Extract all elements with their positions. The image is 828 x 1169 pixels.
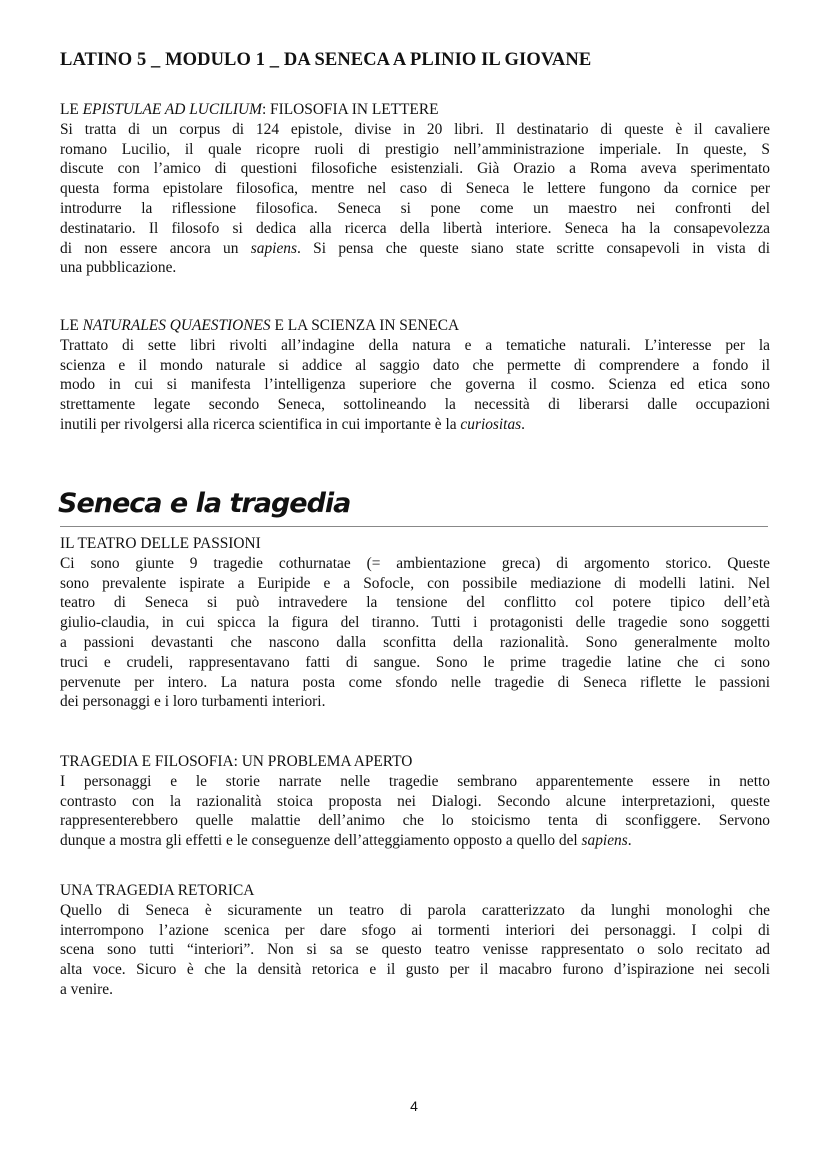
text-run: giulio-claudia, in cui spicca la figura del tiranno. Tutti i protagonisti delle tragedie sono soggetti [60,614,770,632]
paragraph-line [60,653,770,673]
text-run: discute con l’amico di questioni filosofiche esistenziali. Già Orazio a Roma aveva sperimentato [60,160,770,178]
paragraph-line [60,673,770,693]
italic-text: NATURALES QUAESTIONES [82,317,271,334]
paragraph-line [60,633,770,653]
text-run: I personaggi e le storie narrate nelle tragedie sembrano apparentemente essere in netto [60,772,770,790]
page-number: 4 [410,1098,418,1114]
section-heading [60,100,770,120]
paragraph-line [60,613,770,633]
italic-text: sapiens [581,832,628,850]
text-run: E LA SCIENZA IN SENECA [270,317,460,334]
section-tragedia-retorica [60,881,770,1000]
text-run: Si tratta di un corpus di 124 epistole, divise in 20 libri. Il destinatario di queste è il cavaliere [60,120,770,138]
paragraph-line [60,960,770,980]
text-run: truci e crudeli, rappresentavano fatti di sangue. Sono le prime tragedie latine che ci sono [60,653,770,671]
text-run: . [521,415,525,433]
text-run: contrasto con la razionalità stoica proposta nei Dialogi. Secondo alcune interpretazioni, queste [60,792,770,810]
paragraph-line [60,980,770,1000]
paragraph-line [60,239,770,259]
text-run: . [627,832,632,850]
text-run: dei personaggi e i loro turbamenti interiori. [60,693,326,711]
paragraph-line [60,120,770,140]
text-run: scena sono tutti “interiori”. Non si sa se questo teatro venisse rappresentato o solo recitato ad [60,941,770,959]
paragraph-line [60,692,770,712]
text-run: TRAGEDIA E FILOSOFIA: UN PROBLEMA APERTO [60,753,413,770]
text-run: LE [60,317,83,334]
italic-text: EPISTULAE AD LUCILIUM [82,101,262,118]
chapter-heading: Seneca e la tragedia [58,488,351,519]
paragraph-line [60,792,770,812]
paragraph-line [60,772,770,792]
text-run: sono prevalente ispirate a Euripide e a Sofocle, con possibile mediazione di modelli latini. Nel [60,574,770,592]
paragraph-line [60,375,770,395]
paragraph-line [60,901,770,921]
section-tragedia-filosofia [60,752,770,851]
heading-divider [60,526,768,527]
paragraph-line [60,219,770,239]
text-run: strettamente legate secondo Seneca, sottolineando la necessità di liberarsi dalle occupazioni [60,396,770,414]
paragraph-line [60,831,770,851]
text-run: modo in cui si manifesta l’intelligenza superiore che governa il cosmo. Scienza ed etica sono [60,376,770,394]
text-run: Quello di Seneca è sicuramente un teatro di parola caratterizzato da lunghi monologhi che [60,901,770,919]
text-run: IL TEATRO DELLE PASSIONI [60,535,261,552]
paragraph-line [60,159,770,179]
text-run: questa forma epistolare filosofica, mentre nel caso di Seneca le lettere fungono da cornice per [60,180,770,198]
section-heading [60,316,770,336]
paragraph-line [60,199,770,219]
text-run: dunque a mostra gli effetti e le conseguenze dell’atteggiamento opposto a quello del [60,832,582,850]
text-run: romano Lucilio, il quale ricopre ruoli di prestigio nell’amministrazione imperiale. In queste, S [60,140,770,158]
text-run: : FILOSOFIA IN LETTERE [261,101,439,118]
text-run: Trattato di sette libri rivolti all’indagine della natura e a tematiche naturali. L’interesse per la [60,336,770,354]
text-run: alta voce. Sicuro è che la densità retorica e il gusto per il macabro furono d’ispirazione nei secoli [60,961,770,979]
paragraph-line [60,940,770,960]
paragraph-line [60,415,770,435]
text-run: introdurre la riflessione filosofica. Seneca si pone come un maestro nei confronti del [60,199,770,217]
text-run: rappresenterebbero quelle malattie dell’animo che lo stoicismo tenta di sconfiggere. Servono [60,812,770,830]
section-heading [60,881,770,901]
text-run: destinatario. Il filosofo si dedica alla ricerca della libertà interiore. Seneca ha la consapevolezza [60,219,770,237]
section-heading [60,534,770,554]
section-teatro-passioni [60,534,770,712]
italic-text: sapiens [250,239,297,257]
section-naturales-quaestiones [60,316,770,435]
text-run: una pubblicazione. [60,259,177,277]
text-run: UNA TRAGEDIA RETORICA [60,882,255,899]
text-run: di non essere ancora un [60,239,251,257]
paragraph-line [60,593,770,613]
section-heading [60,752,770,772]
paragraph-line [60,140,770,160]
paragraph-line [60,395,770,415]
document-title: LATINO 5 _ MODULO 1 _ DA SENECA A PLINIO IL GIOVANE [60,50,592,70]
paragraph-line [60,811,770,831]
text-run: Ci sono giunte 9 tragedie cothurnatae (= ambientazione greca) di argomento storico. Queste [60,554,770,572]
text-run: interrompono l’azione scenica per dare sfogo ai tormenti interiori dei personaggi. I colpi di [60,921,770,939]
paragraph-line [60,179,770,199]
text-run: scienza e il mondo naturale si addice al saggio dato che permette di comprendere a fondo il [60,356,770,374]
italic-text: curiositas [460,415,522,433]
text-run: teatro di Seneca si può intravedere la tensione del conflitto col potere tipico dell’età [60,594,770,612]
text-run: . Si pensa che queste siano state scritte consapevoli in vista di [296,239,771,257]
paragraph-line [60,258,770,278]
paragraph-line [60,554,770,574]
paragraph-line [60,574,770,594]
paragraph-line [60,356,770,376]
section-epistulae [60,100,770,278]
paragraph-line [60,336,770,356]
text-run: a passioni devastanti che nascono dalla sconfitta della razionalità. Sono generalmente molto [60,633,770,651]
text-run: a venire. [60,980,113,998]
text-run: LE [60,101,83,118]
paragraph-line [60,921,770,941]
text-run: inutili per rivolgersi alla ricerca scientifica in cui importante è la [60,415,461,433]
text-run: pervenute per intero. La natura posta come sfondo nelle tragedie di Seneca riflette le passioni [60,673,770,691]
